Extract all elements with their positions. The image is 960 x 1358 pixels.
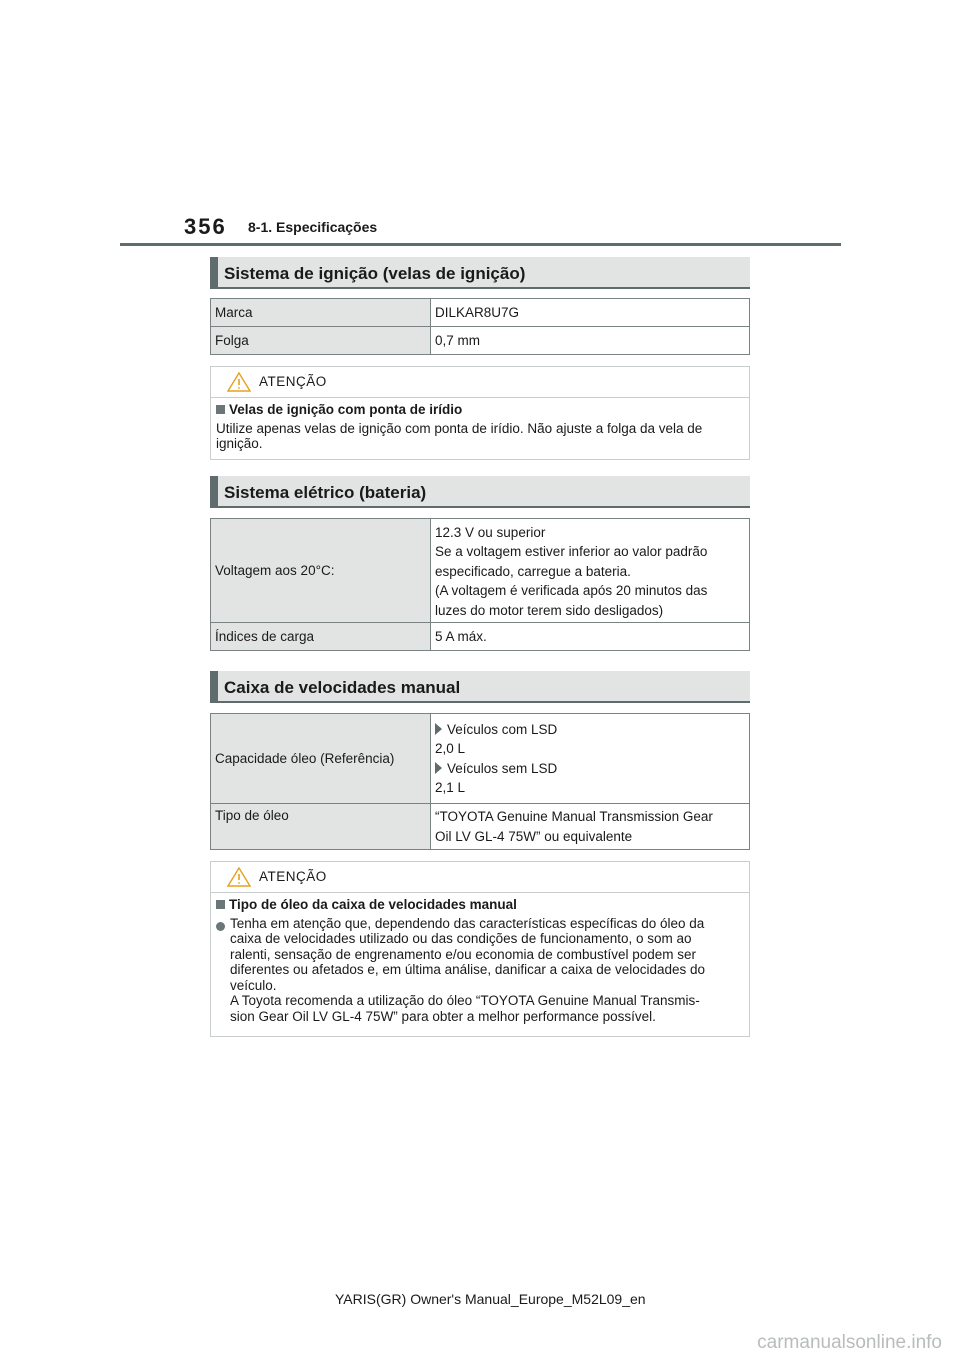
spec-key: Folga	[211, 327, 431, 355]
spec-key: Voltagem aos 20°C:	[211, 519, 431, 623]
watermark: carmanualsonline.info	[757, 1332, 942, 1353]
table-row	[211, 623, 750, 651]
warning-triangle-icon	[227, 867, 251, 887]
caution-body	[211, 398, 749, 458]
arrow-right-icon	[435, 762, 442, 774]
voltage-line: 12.3 V ou superior	[435, 524, 546, 540]
ignition-section-title: Sistema de ignição (velas de ignição)	[224, 264, 526, 283]
caution-line: sion Gear Oil LV GL-4 75W” para obter a melhor performance possível.	[230, 1008, 656, 1024]
caution-bullet	[216, 916, 744, 1025]
spec-key: Marca	[211, 299, 431, 327]
voltage-line: (A voltagem é verificada após 20 minutos das	[435, 583, 708, 599]
gearbox-spec-table	[210, 713, 750, 850]
spec-key: Índices de carga	[211, 623, 431, 651]
variant-label: Veículos com LSD	[447, 721, 558, 737]
table-row	[211, 299, 750, 327]
caution-line: A Toyota recomenda a utilização do óleo “TOYOTA Genuine Manual Transmis-	[230, 993, 700, 1008]
heading-accent-bar	[210, 476, 218, 506]
table-row	[211, 327, 750, 355]
round-bullet-icon	[216, 922, 225, 931]
electrical-section-title: Sistema elétrico (bateria)	[224, 483, 427, 502]
caution-heading: Tipo de óleo da caixa de velocidades manual	[229, 897, 517, 912]
spec-value	[431, 804, 750, 850]
page-number: 356	[184, 214, 227, 239]
warning-triangle-icon	[227, 372, 251, 392]
caution-label: ATENÇÃO	[259, 869, 327, 884]
spec-value: 5 A máx.	[431, 623, 750, 651]
table-row	[211, 804, 750, 850]
caution-line: Tenha em atenção que, dependendo das características específicas do óleo da	[230, 915, 705, 931]
caution-header	[211, 367, 749, 398]
voltage-line: luzes do motor terem sido desligados)	[435, 602, 664, 618]
ignition-spec-table	[210, 298, 750, 355]
header-divider	[120, 243, 841, 246]
voltage-line: especificado, carregue a bateria.	[435, 563, 631, 579]
heading-accent-bar	[210, 671, 218, 701]
footer-manual-id: YARIS(GR) Owner's Manual_Europe_M52L09_en	[335, 1291, 646, 1307]
heading-accent-bar	[210, 257, 218, 287]
gearbox-section-heading	[210, 671, 750, 703]
caution-text	[230, 916, 744, 1025]
electrical-spec-table	[210, 518, 750, 651]
square-bullet-icon	[216, 900, 225, 909]
caution-line: caixa de velocidades utilizado ou das condições de funcionamento, o som ao	[230, 931, 692, 946]
voltage-line: Se a voltagem estiver inferior ao valor padrão	[435, 544, 708, 560]
table-row	[211, 714, 750, 804]
section-header: 8-1. Especificações	[248, 219, 378, 235]
table-row	[211, 519, 750, 623]
caution-text: Utilize apenas velas de ignição com ponta de irídio. Não ajuste a folga da vela de ignição.	[216, 420, 703, 451]
gearbox-section-title: Caixa de velocidades manual	[224, 678, 461, 697]
caution-label: ATENÇÃO	[259, 374, 327, 389]
spec-key: Tipo de óleo	[211, 804, 431, 850]
caution-box-spark-plugs	[210, 366, 750, 460]
oil-line: Oil LV GL-4 75W” ou equivalente	[435, 828, 633, 844]
caution-line: diferentes ou afetados e, em última análise, danificar a caixa de velocidades do	[230, 962, 706, 977]
ignition-section-heading	[210, 257, 750, 289]
caution-line: veículo.	[230, 977, 277, 993]
caution-header	[211, 862, 749, 893]
electrical-section-heading	[210, 476, 750, 508]
spec-value: DILKAR8U7G	[431, 299, 750, 327]
spec-value	[431, 519, 750, 623]
square-bullet-icon	[216, 405, 225, 414]
variant-value: 2,0 L	[435, 741, 466, 756]
spec-value: 0,7 mm	[431, 327, 750, 355]
caution-body	[211, 893, 749, 1030]
oil-line: “TOYOTA Genuine Manual Transmission Gear	[435, 809, 713, 824]
caution-line: ralenti, sensação de engrenamento e/ou economia de combustível podem ser	[230, 946, 697, 962]
caution-heading: Velas de ignição com ponta de irídio	[229, 402, 463, 417]
caution-box-gear-oil	[210, 861, 750, 1037]
variant-label: Veículos sem LSD	[447, 760, 558, 776]
variant-value: 2,1 L	[435, 780, 466, 795]
spec-value	[431, 714, 750, 804]
spec-key: Capacidade óleo (Referência)	[211, 714, 431, 804]
arrow-right-icon	[435, 723, 442, 735]
